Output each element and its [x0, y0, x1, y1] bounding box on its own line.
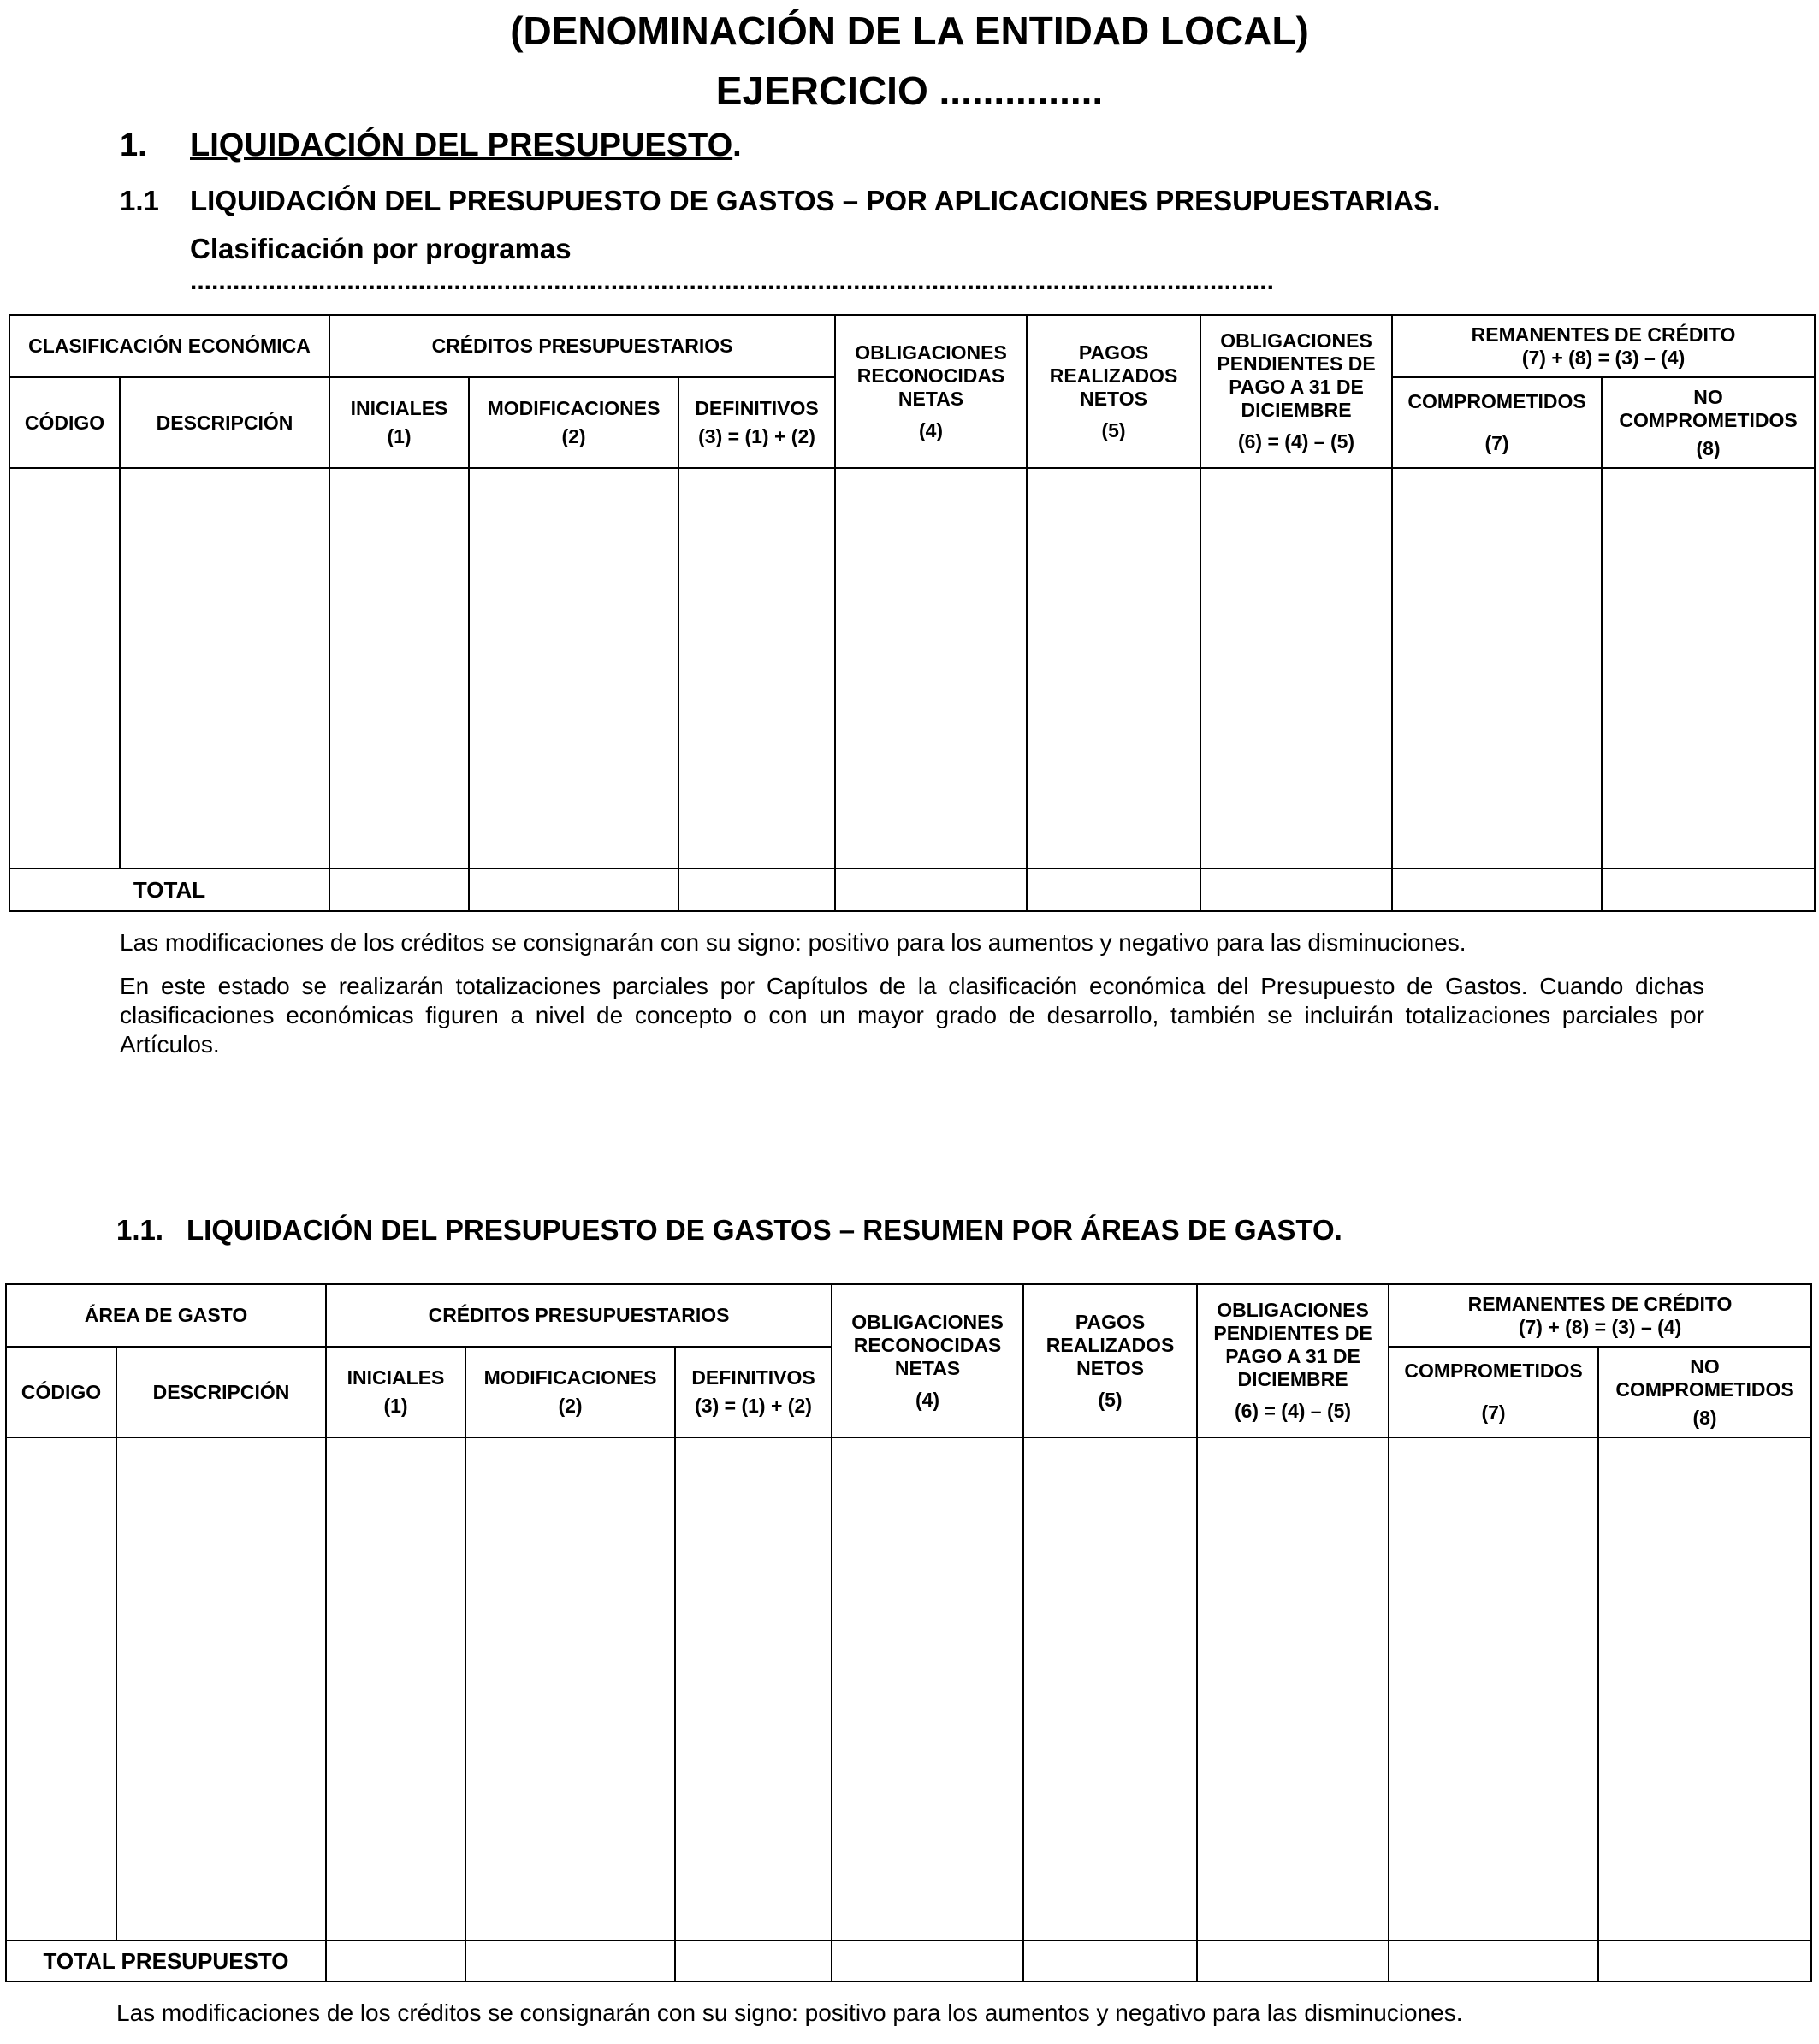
total-obligaciones[interactable]: [835, 868, 1027, 911]
header-descripcion: DESCRIPCIÓN: [116, 1347, 326, 1437]
total-definitivos[interactable]: [675, 1940, 832, 1982]
total-comprometidos[interactable]: [1389, 1940, 1598, 1982]
header-obligaciones-reconocidas: OBLIGACIONES RECONOCIDAS NETAS (4): [835, 315, 1027, 468]
cell-iniciales[interactable]: [326, 1437, 465, 1940]
cell-comprometidos[interactable]: [1392, 468, 1602, 868]
table-row-empty: [6, 1437, 1811, 1940]
section-1-1b-number: 1.1.: [116, 1214, 164, 1246]
section-1-title: LIQUIDACIÓN DEL PRESUPUESTO: [190, 127, 733, 163]
remanentes-formula: (7) + (8) = (3) – (4): [1518, 1315, 1682, 1338]
section-1-1-number: 1.1: [120, 185, 159, 216]
total-modificaciones[interactable]: [469, 868, 678, 911]
section-1-1-subtitle: Clasificación por programas: [190, 233, 572, 264]
total-pendientes[interactable]: [1200, 868, 1392, 911]
note-modificaciones: Las modificaciones de los créditos se consignarán con su signo: positivo para los aumentos y negativo para las disminuciones.: [120, 929, 1466, 956]
total-pagos[interactable]: [1023, 1940, 1197, 1982]
header-iniciales: INICIALES (1): [326, 1347, 465, 1437]
cell-codigo[interactable]: [6, 1437, 116, 1940]
cell-no-comprometidos[interactable]: [1598, 1437, 1811, 1940]
total-label: TOTAL: [9, 868, 329, 911]
header-obligaciones-pendientes: OBLIGACIONES PENDIENTES DE PAGO A 31 DE DICIEMBRE (6) = (4) – (5): [1197, 1284, 1389, 1437]
total-iniciales[interactable]: [329, 868, 469, 911]
total-obligaciones[interactable]: [832, 1940, 1023, 1982]
cell-codigo[interactable]: [9, 468, 120, 868]
note-totalizaciones: En este estado se realizarán totalizaciones parciales por Capítulos de la clasificación económica del Presupuesto de Gastos. Cuando dichas clasificaciones económicas figuren a nivel de concepto o con un mayor grado de desarrollo, también se incluirán totalizaciones parciales por Artículos.: [120, 973, 1704, 1058]
header-definitivos: DEFINITIVOS (3) = (1) + (2): [678, 377, 835, 468]
cell-descripcion[interactable]: [120, 468, 329, 868]
cell-obligaciones[interactable]: [835, 468, 1027, 868]
cell-obligaciones[interactable]: [832, 1437, 1023, 1940]
note-modificaciones-2: Las modificaciones de los créditos se consignarán con su signo: positivo para los aumentos y negativo para las disminuciones.: [116, 2000, 1463, 2026]
section-1-1-title: LIQUIDACIÓN DEL PRESUPUESTO DE GASTOS – POR APLICACIONES PRESUPUESTARIAS.: [190, 185, 1441, 216]
header-codigo: CÓDIGO: [6, 1347, 116, 1437]
section-1-heading: [120, 125, 742, 166]
budget-table-areas: [5, 1283, 1812, 1982]
header-pagos-realizados: PAGOS REALIZADOS NETOS (5): [1027, 315, 1200, 468]
header-area-de-gasto: ÁREA DE GASTO: [6, 1284, 326, 1347]
header-codigo: CÓDIGO: [9, 377, 120, 468]
total-definitivos[interactable]: [678, 868, 835, 911]
cell-comprometidos[interactable]: [1389, 1437, 1598, 1940]
header-modificaciones: MODIFICACIONES (2): [465, 1347, 675, 1437]
total-modificaciones[interactable]: [465, 1940, 675, 1982]
cell-pendientes[interactable]: [1200, 468, 1392, 868]
exercise-title: EJERCICIO ...............: [715, 68, 1104, 113]
cell-modificaciones[interactable]: [465, 1437, 675, 1940]
total-pendientes[interactable]: [1197, 1940, 1389, 1982]
header-creditos-presupuestarios: CRÉDITOS PRESUPUESTARIOS: [329, 315, 835, 377]
remanentes-formula: (7) + (8) = (3) – (4): [1521, 346, 1686, 369]
cell-descripcion[interactable]: [116, 1437, 326, 1940]
dotted-fill-line: ........................................................................................................................................................: [190, 269, 1274, 294]
header-creditos-presupuestarios: CRÉDITOS PRESUPUESTARIOS: [326, 1284, 832, 1347]
cell-pagos[interactable]: [1023, 1437, 1197, 1940]
header-iniciales: INICIALES (1): [329, 377, 469, 468]
cell-definitivos[interactable]: [675, 1437, 832, 1940]
header-comprometidos: COMPROMETIDOS (7): [1389, 1347, 1598, 1437]
total-no-comprometidos[interactable]: [1598, 1940, 1811, 1982]
total-comprometidos[interactable]: [1392, 868, 1602, 911]
header-no-comprometidos: NO COMPROMETIDOS (8): [1602, 377, 1815, 468]
header-descripcion: DESCRIPCIÓN: [120, 377, 329, 468]
header-definitivos: DEFINITIVOS (3) = (1) + (2): [675, 1347, 832, 1437]
header-pagos-realizados: PAGOS REALIZADOS NETOS (5): [1023, 1284, 1197, 1437]
cell-modificaciones[interactable]: [469, 468, 678, 868]
header-obligaciones-pendientes: OBLIGACIONES PENDIENTES DE PAGO A 31 DE DICIEMBRE (6) = (4) – (5): [1200, 315, 1392, 468]
header-clasificacion-economica: CLASIFICACIÓN ECONÓMICA: [9, 315, 329, 377]
cell-pendientes[interactable]: [1197, 1437, 1389, 1940]
budget-table-programs: [9, 314, 1816, 912]
table-row-empty: [9, 468, 1815, 868]
total-presupuesto-label: TOTAL PRESUPUESTO: [6, 1940, 326, 1982]
entity-title: (DENOMINACIÓN DE LA ENTIDAD LOCAL): [510, 9, 1309, 53]
header-no-comprometidos: NO COMPROMETIDOS (8): [1598, 1347, 1811, 1437]
header-remanentes-credito: REMANENTES DE CRÉDITO (7) + (8) = (3) – (4): [1392, 315, 1815, 377]
header-comprometidos: COMPROMETIDOS (7): [1392, 377, 1602, 468]
section-1-1b-heading: [116, 1212, 1342, 1248]
header-remanentes-credito: REMANENTES DE CRÉDITO (7) + (8) = (3) – (4): [1389, 1284, 1811, 1347]
cell-iniciales[interactable]: [329, 468, 469, 868]
section-1-period: .: [732, 127, 742, 163]
header-modificaciones: MODIFICACIONES (2): [469, 377, 678, 468]
cell-definitivos[interactable]: [678, 468, 835, 868]
section-1-1-heading: [120, 183, 1440, 219]
cell-pagos[interactable]: [1027, 468, 1200, 868]
total-iniciales[interactable]: [326, 1940, 465, 1982]
header-obligaciones-reconocidas: OBLIGACIONES RECONOCIDAS NETAS (4): [832, 1284, 1023, 1437]
total-no-comprometidos[interactable]: [1602, 868, 1815, 911]
section-1-1b-title: LIQUIDACIÓN DEL PRESUPUESTO DE GASTOS – RESUMEN POR ÁREAS DE GASTO.: [187, 1214, 1342, 1246]
table-row-total: [9, 868, 1815, 911]
cell-no-comprometidos[interactable]: [1602, 468, 1815, 868]
total-pagos[interactable]: [1027, 868, 1200, 911]
section-1-number: 1.: [120, 127, 147, 163]
table-row-total: [6, 1940, 1811, 1982]
